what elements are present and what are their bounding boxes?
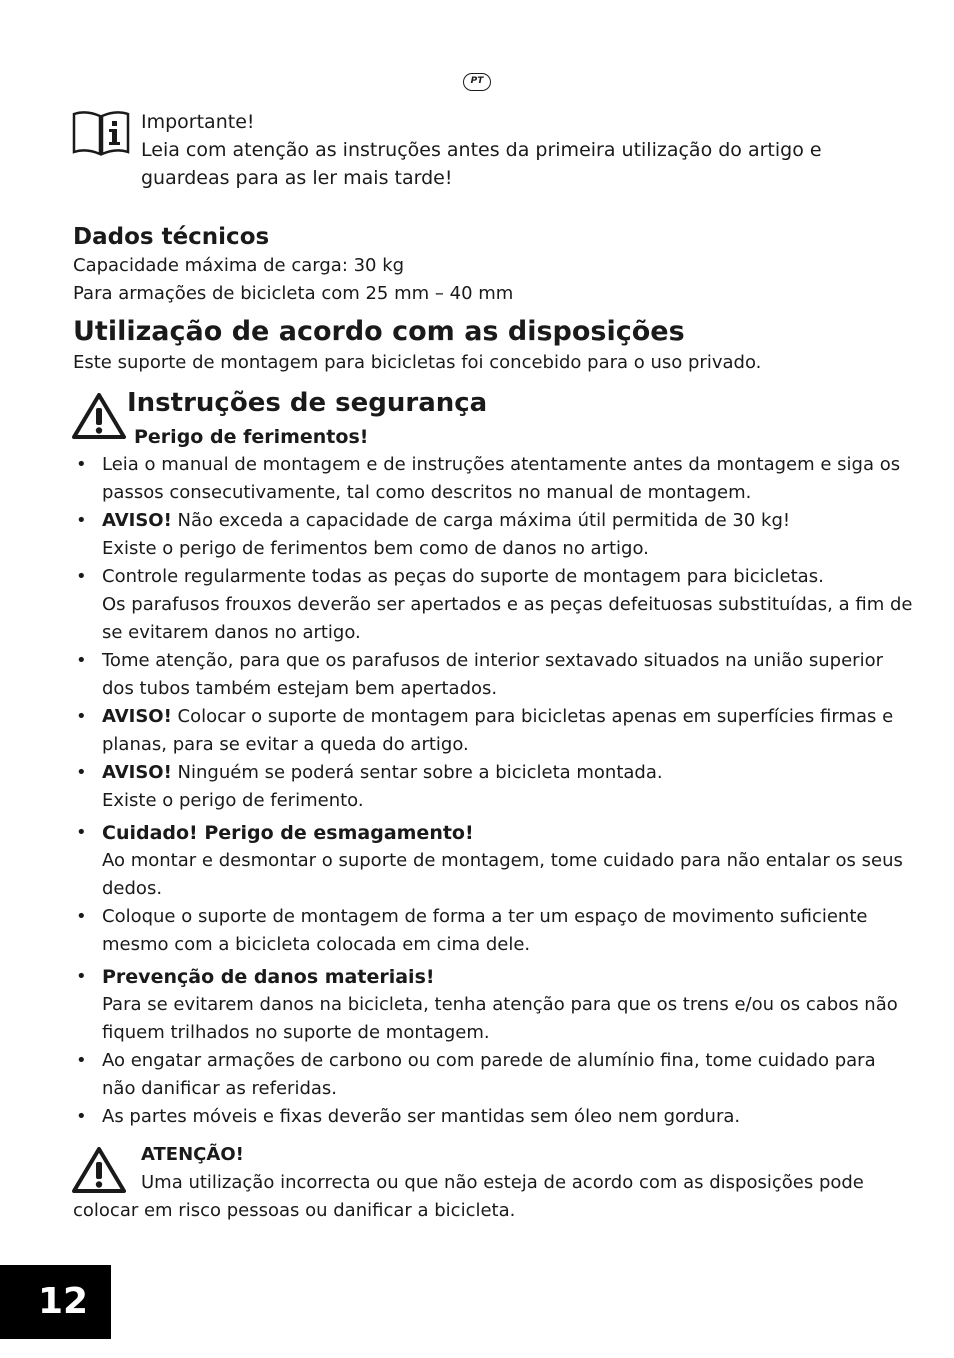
technical-data-section: [73, 222, 913, 308]
page-number: 12: [0, 1265, 111, 1339]
important-title: Importante!: [141, 111, 255, 133]
list-item: • Cuidado! Perigo de esmagamento! Ao montar e desmontar o suporte de montagem, tome cuidado para não entalar os seus dedos.: [73, 819, 913, 903]
technical-line: Para armações de bicicleta com 25 mm – 40 mm: [73, 283, 514, 304]
list-item: • AVISO! Não exceda a capacidade de carga máxima útil permitida de 30 kg! Existe o perigo de ferimentos bem como de danos no artigo.: [73, 507, 913, 563]
important-text: Leia com atenção as instruções antes da primeira utilização do artigo e guardeas para as ler mais tarde!: [141, 139, 822, 189]
intended-use-heading: Utilização de acordo com as disposições: [73, 316, 685, 347]
technical-line: Capacidade máxima de carga: 30 kg: [73, 255, 405, 276]
important-notice: [141, 108, 901, 192]
list-item: • As partes móveis e fixas deverão ser mantidas sem óleo nem gordura.: [73, 1103, 913, 1131]
list-item: • Leia o manual de montagem e de instruções atentamente antes da montagem e siga os passos consecutivamente, tal como descritos no manual de montagem.: [73, 451, 913, 507]
safety-heading: Instruções de segurança: [127, 388, 488, 418]
attention-title: ATENÇÃO!: [141, 1144, 244, 1165]
list-item: • AVISO! Ninguém se poderá sentar sobre a bicicleta montada. Existe o perigo de ferimento.: [73, 759, 913, 815]
intended-use-text: Este suporte de montagem para bicicletas foi concebido para o uso privado.: [73, 352, 762, 373]
list-item: • Prevenção de danos materiais! Para se evitarem danos na bicicleta, tenha atenção para que os trens e/ou os cabos não fiquem trilhados no suporte de montagem.: [73, 963, 913, 1047]
list-item: • Ao engatar armações de carbono ou com parede de alumínio fina, tome cuidado para não danificar as referidas.: [73, 1047, 913, 1103]
intended-use-section: [73, 315, 913, 377]
list-item: • AVISO! Colocar o suporte de montagem para bicicletas apenas em superfícies firmas e planas, para se evitar a queda do artigo.: [73, 703, 913, 759]
warning-triangle-icon: [72, 392, 126, 440]
manual-info-icon: [72, 108, 130, 156]
list-item: • Coloque o suporte de montagem de forma a ter um espaço de movimento suficiente mesmo com a bicicleta colocada em cima dele.: [73, 903, 913, 959]
safety-list: [73, 451, 913, 1131]
list-item: • Controle regularmente todas as peças do suporte de montagem para bicicletas. Os parafusos frouxos deverão ser apertados e as peças defeituosas substituídas, a fim de se evitarem danos no artigo.: [73, 563, 913, 647]
safety-subheading: Perigo de ferimentos!: [134, 426, 369, 448]
attention-text: Uma utilização incorrecta ou que não esteja de acordo com as disposições pode colocar em risco pessoas ou danificar a bicicleta.: [73, 1172, 864, 1221]
technical-data-heading: Dados técnicos: [73, 224, 270, 250]
language-badge: PT: [463, 73, 491, 91]
list-item: • Tome atenção, para que os parafusos de interior sextavado situados na união superior dos tubos também estejam bem apertados.: [73, 647, 913, 703]
